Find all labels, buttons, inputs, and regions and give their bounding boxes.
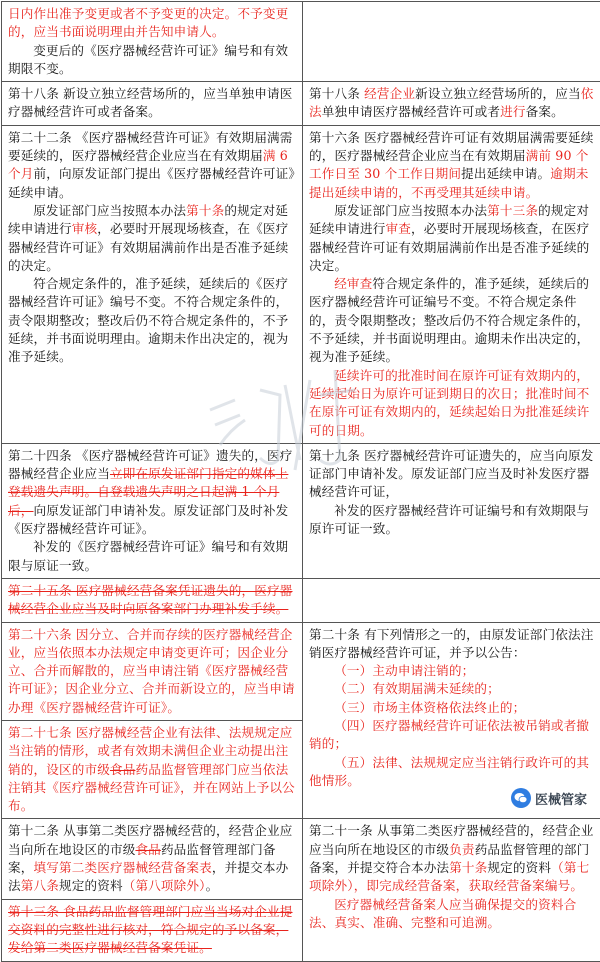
clause-text: 规定的资料 [59, 878, 123, 893]
paragraph [8, 582, 296, 619]
paragraph [309, 822, 597, 895]
clause-text: 。 [206, 878, 219, 893]
paragraph [8, 447, 296, 538]
old-text-cell [2, 443, 303, 578]
brand-logo [508, 786, 590, 810]
old-text-cell [2, 819, 303, 899]
new-text-cell [303, 819, 600, 961]
revised-text: （第八项除外） [123, 878, 206, 893]
wechat-icon [511, 788, 531, 808]
clause-text: 第二十二条 《医疗器械经营许可证》有效期届满需要延续的，医疗器械经营企业应当在有效期届 [8, 130, 293, 163]
old-text-cell [2, 899, 303, 961]
clause-text: 第十六条 医疗器械经营许可证有效期届满需要延续的，医疗器械经营企业应当在有效期届 [309, 130, 594, 163]
clause-text: 第十九条 医疗器械经营许可证遗失的，应当向原发证部门申请补发。原发证部门应当及时补发医疗器械经营许可证， [309, 448, 594, 500]
clause-text: 第二十四条 《医疗器械经营许可证》遗失的，医疗器械经营企业应当 [8, 448, 293, 481]
paragraph [8, 129, 296, 202]
table-row [2, 125, 600, 443]
paragraph [309, 680, 597, 698]
revised-text: 审查 [385, 221, 411, 236]
revised-text: 进行 [500, 104, 526, 119]
revised-text: 第十三条 [487, 203, 538, 218]
clause-text: 符合规定条件的，准予延续，延续后的《医疗器械经营许可证》编号不变。不符合规定条件的，责令限期整改；整改后仍不符合规定条件的，不予延续，并书面说明理由。逾期未作出决定的，视为准予延续。 [8, 276, 288, 364]
paragraph [309, 129, 597, 202]
regulation-comparison-table [1, 1, 600, 962]
clause-text: ，必要时开展现场核查，在医疗器械经营许可证有效期届满前作出是否准予延续的决定。 [309, 221, 589, 273]
paragraph [309, 754, 597, 791]
table-row [2, 2, 600, 82]
revised-text: （三）市场主体资格依法终止的； [334, 700, 525, 715]
new-text-cell [303, 578, 600, 622]
clause-text: 第十八条 [309, 86, 364, 101]
clause-text: 第二十条 有下列情形之一的，由原发证部门依法注销医疗器械经营许可证，并予以公告： [309, 627, 594, 660]
table-row [2, 82, 600, 126]
paragraph [309, 275, 597, 366]
table-row [2, 622, 600, 720]
clause-text: 第十二条 从事第二类医疗器械经营的，经营企业应当向所在地设区的市级 [8, 823, 293, 856]
clause-text: 药品监督管理的部门备案，并提交符合本办法 [309, 842, 589, 875]
clause-text: 新设立独立经营场所的，应当 [415, 86, 581, 101]
revised-text: 医疗器械经营备案人应当确保提交的资料合法、真实、准确、完整和可追溯。 [309, 897, 576, 930]
paragraph [309, 85, 597, 122]
revised-text: （五）法律、法规规定应当注销行政许可的其他情形。 [309, 755, 589, 788]
clause-text: 原发证部门应当按照本办法 [334, 203, 487, 218]
deleted-text: 食品 [110, 762, 136, 777]
paragraph [309, 896, 597, 933]
revised-text: （二）有效期届满未延续的； [334, 681, 500, 696]
revised-text: 日内作出准予变更或者不予变更的决定。不予变更的，应当书面说明理由并告知申请人。 [8, 6, 288, 39]
clause-text: 药品监督管理部门备案， [8, 842, 276, 875]
clause-text: 的规定对延续申请进行 [309, 203, 589, 236]
paragraph [8, 202, 296, 275]
paragraph [8, 626, 296, 717]
revised-text: 经营企业 [364, 86, 415, 101]
clause-text: ，必要时开展现场核查，在《医疗器械经营许可证》有效期届满前作出是否准予延续的决定。 [8, 221, 288, 273]
deleted-text: 立即在原发证部门指定的媒体上登载遗失声明。自登载遗失声明之日起满 1 个月后， [8, 466, 288, 518]
paragraph [8, 85, 296, 122]
revised-text: （四）医疗器械经营许可证依法被吊销或者撤销的； [309, 718, 589, 751]
paragraph [309, 662, 597, 680]
new-text-cell [303, 82, 600, 126]
clause-text: 变更后的《医疗器械经营许可证》编号和有效期限不变。 [8, 43, 288, 76]
revised-text: （一）主动申请注销的； [334, 663, 474, 678]
clause-text: 向原发证部门申请补发。原发证部门及时补发《医疗器械经营许可证》。 [8, 503, 288, 536]
revised-text: 第十条 [449, 860, 487, 875]
paragraph [8, 275, 296, 366]
clause-text: 第十八条 新设立独立经营场所的，应当单独申请医疗器械经营许可或者备案。 [8, 86, 293, 119]
paragraph [309, 367, 597, 440]
revised-text: 填写第二类医疗器械经营备案表 [34, 860, 212, 875]
revised-text: 负责 [449, 842, 475, 857]
revised-text: 满前 90 个工作日至 30 个工作日期间 [309, 148, 589, 181]
clause-text: 前，向原发证部门提出《医疗器械经营许可证》延续申请。 [8, 166, 295, 199]
revised-text: 药品监督管理部门应当依法注销其《医疗器械经营许可证》，并在网站上予以公布。 [8, 762, 295, 814]
clause-text: 备案。 [526, 104, 564, 119]
paragraph [8, 724, 296, 815]
paragraph [309, 447, 597, 502]
clause-text: 原发证部门应当按照本办法 [33, 203, 186, 218]
old-text-cell [2, 622, 303, 720]
clause-text: 提出延续申请。 [461, 166, 550, 181]
revised-text: 第二十七条 医疗器械经营企业有法律、法规规定应当注销的情形，或者有效期未满但企业主动提出注销的，设区的市级 [8, 725, 293, 777]
clause-text: 符合规定条件的，准予延续，延续后的医疗器械经营许可证编号不变。不符合规定条件的，责令限期整改；整改后仍不符合规定条件的，不予延续，并书面说明理由。逾期未作出决定的，视为准予延续。 [309, 276, 589, 364]
clause-text: 补发的《医疗器械经营许可证》编号和有效期限与原证一致。 [8, 539, 288, 572]
table-row [2, 819, 600, 899]
deleted-text: 第十三条 食品药品监督管理部门应当当场对企业提交资料的完整性进行核对，符合规定的予以备案，发给第二类医疗器械经营备案凭证。 [8, 904, 293, 956]
paragraph [309, 717, 597, 754]
clause-text: 单独申请医疗器械经营许可或者 [322, 104, 500, 119]
clause-text: 补发的医疗器械经营许可证编号和有效期限与原许可证一致。 [309, 503, 589, 536]
revised-text: 依法 [309, 86, 594, 119]
clause-text: 的规定对延续申请进行 [8, 203, 288, 236]
paragraph [309, 699, 597, 717]
new-text-cell [303, 125, 600, 443]
revised-text: ，即完成经营备案，获取经营备案编号。 [354, 878, 583, 893]
old-text-cell [2, 720, 303, 818]
revised-text: 第二十六条 因分立、合并而存续的医疗器械经营企业，应当依照本办法规定申请变更许可；因企业分立、合并而解散的，应当申请注销《医疗器械经营许可证》；因企业分立、合并而新设立的，应当申请办理《医疗器械经营许可证》。 [8, 627, 295, 715]
new-text-cell [303, 443, 600, 578]
revised-text: 第八条 [21, 878, 59, 893]
revised-text: 第十条 [186, 203, 224, 218]
deleted-text: 第二十五条 医疗器械经营备案凭证遗失的，医疗器械经营企业应当及时向原备案部门办理补发手续。 [8, 583, 293, 616]
revised-text: 逾期未提出延续申请的，不再受理其延续申请。 [309, 166, 589, 199]
old-text-cell [2, 2, 303, 82]
paragraph [309, 202, 597, 275]
deleted-text: 食品 [135, 842, 161, 857]
paragraph [309, 626, 597, 663]
revised-text: 审核 [72, 221, 98, 236]
paragraph [309, 502, 597, 539]
clause-text: 规定的资料 [487, 860, 551, 875]
paragraph [8, 822, 296, 895]
revised-text: 满 6 个月 [8, 148, 288, 181]
paragraph [8, 5, 296, 42]
brand-logo-text: 医械管家 [535, 789, 587, 808]
clause-text: 第二十一条 从事第二类医疗器械经营的，经营企业应当向所在地设区的市级 [309, 823, 594, 856]
clause-text: ，并提交本办法 [8, 860, 288, 893]
revised-text: 延续许可的批准时间在原许可证有效期内的，延续起始日为原许可证到期日的次日；批准时间不在原许可证有效期内的，延续起始日为批准延续许可的日期。 [309, 368, 589, 438]
table-row [2, 578, 600, 622]
new-text-cell [303, 2, 600, 82]
paragraph [8, 903, 296, 958]
revised-text: （第七项除外） [309, 860, 589, 893]
table-row [2, 443, 600, 578]
old-text-cell [2, 578, 303, 622]
old-text-cell [2, 82, 303, 126]
paragraph [8, 538, 296, 575]
old-text-cell [2, 125, 303, 443]
revised-text: 经审查 [334, 276, 372, 291]
paragraph [8, 42, 296, 79]
